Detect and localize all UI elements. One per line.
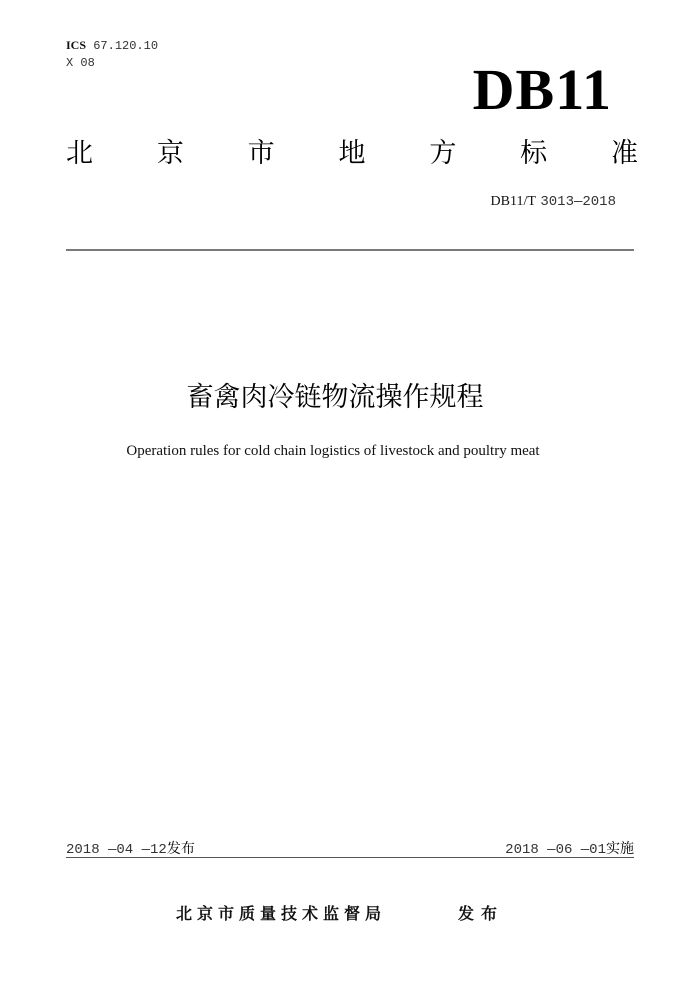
standard-type-char: 北: [66, 138, 93, 169]
standard-type-title: [66, 137, 638, 171]
ics-code: [66, 37, 158, 54]
implement-date-value: 2018 —06 —01: [505, 842, 606, 858]
publish-date-label: 发布: [166, 841, 195, 857]
document-title-chinese: 畜禽肉冷链物流操作规程: [186, 382, 484, 413]
standard-type-char: 标: [520, 138, 548, 169]
publish-date-value: 2018 —04 —12: [66, 842, 167, 858]
standard-number: [491, 192, 616, 211]
standard-type-char: 地: [338, 138, 366, 169]
issuing-authority: 北京市质量技术监督局: [176, 904, 387, 923]
standard-type-char: 方: [429, 138, 457, 169]
header-divider: [66, 249, 634, 251]
standard-type-char: 市: [247, 138, 275, 169]
ics-number: 67.120.10: [93, 39, 159, 53]
db11-logo: DB11: [472, 57, 612, 122]
standard-type-char: 京: [156, 138, 184, 169]
document-title-english: Operation rules for cold chain logistics of livestock and poultry meat: [126, 443, 540, 459]
ics-label: ICS: [66, 38, 87, 52]
standard-number-prefix: DB11/T: [490, 194, 536, 209]
issue-label: 发布: [458, 904, 505, 923]
standard-type-char: 准: [610, 138, 638, 169]
footer-divider: [66, 857, 634, 858]
implement-date-label: 实施: [606, 841, 634, 857]
standard-number-value: 3013—2018: [540, 194, 616, 210]
ccs-code: X 08: [66, 56, 95, 70]
